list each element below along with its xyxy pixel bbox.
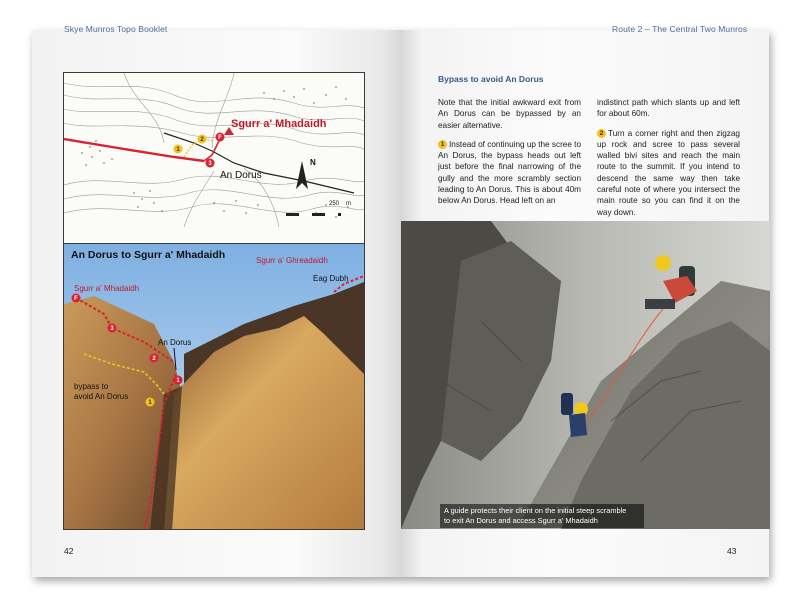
route-map bbox=[63, 72, 365, 256]
map-marker-1-label: 1 bbox=[176, 147, 180, 153]
right-page-number: 43 bbox=[727, 546, 737, 556]
label-ghreadaidh: Sgurr a' Ghreadaidh bbox=[256, 256, 328, 265]
left-page-number: 42 bbox=[64, 546, 74, 556]
label-an-dorus: An Dorus bbox=[158, 338, 192, 347]
photo-marker-f-label: F bbox=[74, 296, 78, 302]
map-scale-end: 250 bbox=[329, 201, 340, 207]
photo-marker-1-red-label: 1 bbox=[176, 378, 180, 384]
map-north-label: N bbox=[310, 158, 316, 167]
caption-line-1: A guide protects their client on the initial steep scramble bbox=[444, 506, 627, 515]
photo-title: An Dorus to Sgurr a' Mhadaidh bbox=[71, 249, 226, 261]
col1-para1: Note that the initial awkward exit from An Dorus can be bypassed by an easier alternative. bbox=[438, 98, 581, 130]
text-marker-2: 2 bbox=[597, 129, 606, 138]
text-column-2 bbox=[597, 97, 740, 226]
text-marker-1: 1 bbox=[438, 140, 447, 149]
map-scale-unit: m bbox=[346, 201, 351, 207]
col1-para2: Instead of continuing up the scree to An Dorus, the bypass heads out left just before the final narrowing of the gully and the more scrambly section leading to An Dorus. This is about 40m below An Dorus. Head left on an bbox=[438, 139, 581, 206]
photo-marker-3-label: 3 bbox=[110, 326, 114, 332]
col2-para2: Turn a corner right and then zigzag up rock and scree to pass several walled bivi sites and reach the main route to the summit. If you intend to descend the same way then take careful note of where you intersect the main route so you can find it on the way down. bbox=[597, 128, 740, 217]
caption-line-2: to exit An Dorus and access Sgurr a' Mhadaidh bbox=[444, 516, 598, 525]
climbing-photo-graphic bbox=[401, 221, 770, 529]
col1-para2-wrap bbox=[438, 139, 581, 207]
photo-marker-1-yellow-label: 1 bbox=[148, 400, 152, 406]
label-bypass-line2: avoid An Dorus bbox=[74, 392, 129, 401]
map-col-label: An Dorus bbox=[220, 170, 262, 181]
photo-caption bbox=[440, 504, 644, 528]
ridge-topo-photo bbox=[63, 243, 365, 530]
col2-para1: indistinct path which slants up and left for about 60m. bbox=[597, 98, 740, 119]
climbing-photo bbox=[401, 221, 770, 529]
col2-para2-wrap bbox=[597, 128, 740, 218]
section-heading: Bypass to avoid An Dorus bbox=[438, 74, 544, 84]
left-running-head: Skye Munros Topo Booklet bbox=[64, 24, 168, 34]
map-marker-2-label: 2 bbox=[200, 137, 204, 143]
right-running-head: Route 2 – The Central Two Munros bbox=[612, 24, 748, 34]
map-graphic bbox=[64, 73, 364, 227]
map-marker-3-label: 3 bbox=[208, 161, 212, 167]
text-column-1 bbox=[438, 97, 581, 215]
label-bypass-line1: bypass to bbox=[74, 382, 109, 391]
map-marker-f-label: F bbox=[218, 135, 222, 141]
photo-marker-2-label: 2 bbox=[152, 356, 156, 362]
map-peak-label: Sgurr a' Mhadaidh bbox=[231, 118, 327, 130]
label-eag-dubh: Eag Dubh bbox=[313, 274, 349, 283]
label-mhadaidh: Sgurr a' Mhadaidh bbox=[74, 284, 140, 293]
